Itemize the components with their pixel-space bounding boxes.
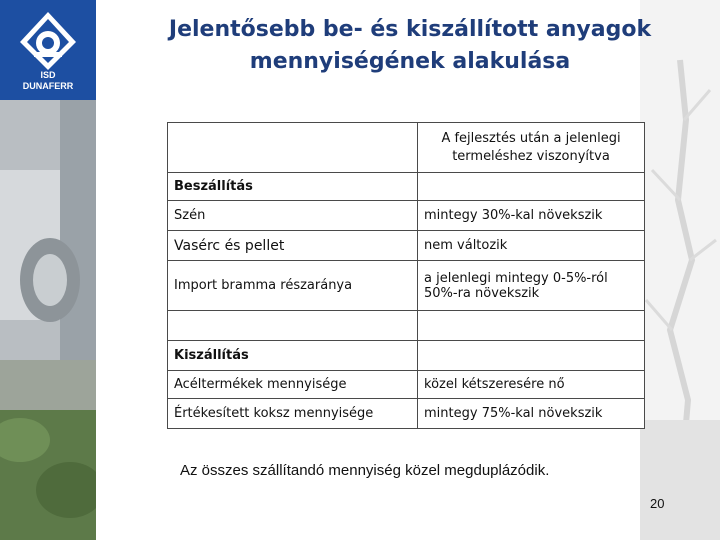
left-decor-panel <box>0 0 96 540</box>
table-cell-value: mintegy 30%-kal növekszik <box>418 201 645 231</box>
table-header-row <box>168 123 645 173</box>
header-empty-cell <box>168 123 418 173</box>
table-row <box>168 399 645 429</box>
table-cell-value: a jelenlegi mintegy 0-5%-ról 50%-ra növekszik <box>418 261 645 311</box>
page-number: 20 <box>650 496 665 511</box>
table-cell-label: Vasérc és pellet <box>168 231 418 261</box>
table-row <box>168 261 645 311</box>
table-cell-label: Acéltermékek mennyisége <box>168 371 418 399</box>
table-cell-label: Értékesített koksz mennyisége <box>168 399 418 429</box>
section-label: Beszállítás <box>168 173 418 201</box>
statue-background-photo <box>640 0 720 540</box>
dunaferr-logo-icon <box>18 10 78 72</box>
table-row <box>168 311 645 341</box>
table-row <box>168 341 645 371</box>
table-cell-value: nem változik <box>418 231 645 261</box>
table-cell-value <box>418 173 645 201</box>
logo-brand-bottom: DUNAFERR <box>22 81 74 91</box>
table-row <box>168 201 645 231</box>
logo-brand-top: ISD <box>40 70 56 80</box>
table-cell-value <box>418 311 645 341</box>
table-cell-value: mintegy 75%-kal növekszik <box>418 399 645 429</box>
materials-table <box>167 122 645 429</box>
company-logo <box>0 0 96 100</box>
table-cell-value: közel kétszeresére nő <box>418 371 645 399</box>
section-label: Kiszállítás <box>168 341 418 371</box>
table-cell-label <box>168 311 418 341</box>
table-cell-label: Import bramma részaránya <box>168 261 418 311</box>
summary-note: Az összes szállítandó mennyiség közel megduplázódik. <box>180 462 550 479</box>
building-photo <box>0 100 96 540</box>
title-line-1: Jelentősebb be- és kiszállított anyagok <box>168 17 652 42</box>
header-comparison-cell: A fejlesztés után a jelenlegi termeléshez viszonyítva <box>418 123 645 173</box>
table-cell-label: Szén <box>168 201 418 231</box>
table-cell-value <box>418 341 645 371</box>
title-line-2: mennyiségének alakulása <box>249 49 571 74</box>
table-row <box>168 371 645 399</box>
table-row <box>168 231 645 261</box>
table-row <box>168 173 645 201</box>
slide-title <box>150 14 670 78</box>
